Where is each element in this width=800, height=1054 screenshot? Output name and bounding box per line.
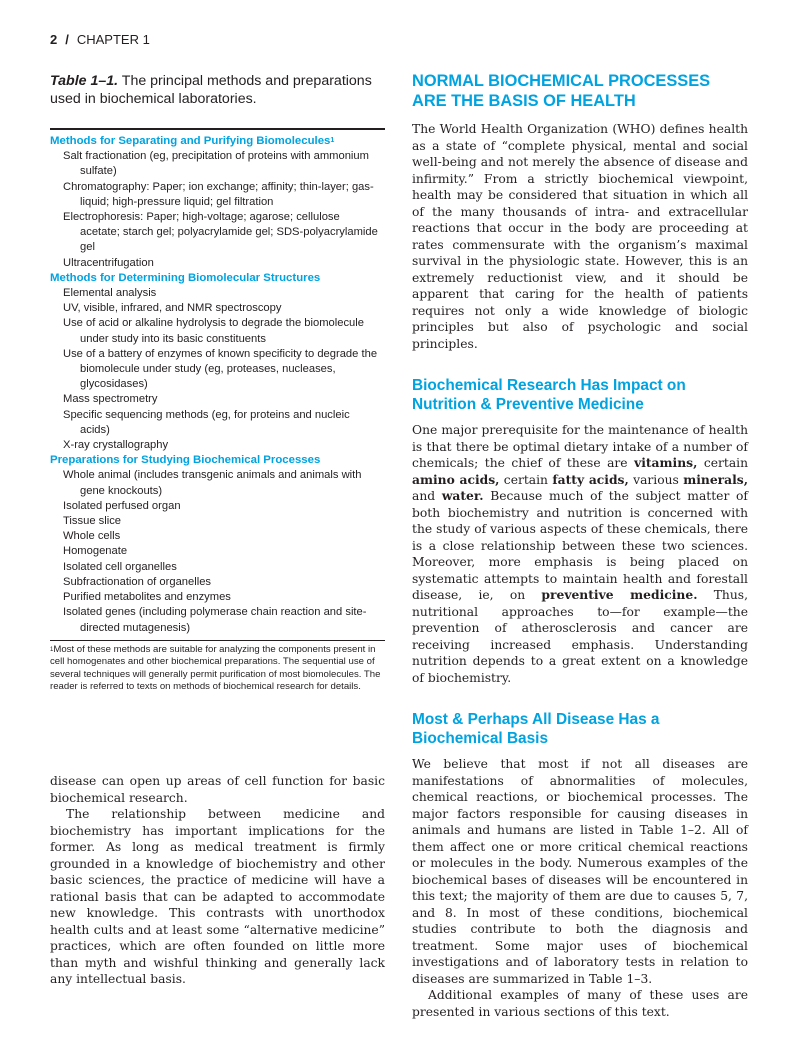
table-top-rule: [50, 128, 385, 130]
table-section-heading-text: Methods for Determining Biomolecular Structures: [50, 271, 321, 284]
table-footnote-text: Most of these methods are suitable for analyzing the components present in cell homogenates and other biochemical preparations. The sequential use of several techniques will generally permit purification of most biomolecules. The reader is referred to texts on methods of biochemical research for details.: [50, 643, 381, 693]
table-item: Homogenate: [63, 545, 128, 558]
paragraph: We believe that most if not all diseases are manifestations of abnormalities of molecules, chemical reactions, or biochemical processes. The major factors responsible for causing diseases in animals and humans are listed in Table 1–2. All of them affect one or more critical chemical reactions or molecules in the body. Numerous examples of the biochemical bases of diseases will be encountered in this text; the majority of them are due to causes 5, 7, and 8. In most of these conditions, biochemical studies contribute to both the diagnosis and treatment. Some major uses of biochemical investigations and of laboratory tests in relation to diseases are summarized in Table 1–3.: [412, 757, 748, 986]
text-run: certain: [499, 472, 553, 487]
table-item: Elemental analysis: [63, 287, 157, 300]
section-heading: NORMAL BIOCHEMICAL PROCESSES ARE THE BASIS OF HEALTH: [412, 72, 711, 110]
table-item: Whole animal (includes transgenic animals and animals with gene knockouts): [63, 469, 362, 497]
table-1-1: [50, 72, 385, 694]
table-bottom-rule: [50, 640, 385, 641]
table-section-heading: [50, 271, 385, 286]
text-run: Thus, nutritional approaches to—for example—the prevention of atherosclerosis and cancer are receiving increased emphasis. Understanding nutrition depends to a great extent on a knowledge of biochemistry.: [412, 588, 748, 685]
table-item: Chromatography: Paper; ion exchange; affinity; thin-layer; gas-liquid; high-pressure liquid; gel filtration: [63, 180, 374, 208]
page-number: 2: [50, 32, 58, 47]
paragraph: Additional examples of many of these uses are presented in various sections of this text.: [412, 988, 748, 1019]
bold-term: water.: [441, 488, 484, 503]
running-head: [50, 32, 150, 47]
bold-term: preventive medicine.: [541, 587, 698, 602]
table-item: UV, visible, infrared, and NMR spectroscopy: [63, 302, 282, 315]
paragraph: [412, 422, 748, 686]
text-run: certain: [697, 456, 749, 470]
table-item: Purified metabolites and enzymes: [63, 591, 231, 604]
table-item: Mass spectrometry: [63, 393, 158, 406]
table-item: Isolated cell organelles: [63, 560, 177, 573]
table-number: Table 1–1.: [50, 73, 119, 89]
right-column: [412, 72, 748, 1020]
table-item: Subfractionation of organelles: [63, 575, 212, 588]
table-item: Isolated perfused organ: [63, 499, 181, 512]
section-heading: Biochemical Research Has Impact on Nutrition & Preventive Medicine: [412, 377, 686, 413]
table-section-heading-text: Methods for Separating and Purifying Biomolecules: [50, 135, 331, 147]
text-run: various: [628, 472, 684, 487]
table-footnote: [50, 644, 385, 694]
bold-term: amino acids,: [412, 471, 500, 487]
bold-term: vitamins,: [634, 455, 698, 470]
chapter-label: CHAPTER 1: [76, 32, 150, 47]
table-item: Tissue slice: [63, 515, 122, 528]
table-section-heading: [50, 453, 385, 468]
section-heading: Most & Perhaps All Disease Has a Biochemical Basis: [412, 711, 660, 747]
text-run: Because much of the subject matter of both biochemistry and nutrition is concerned with the study of various aspects of these chemicals, there is a close relationship between these two sciences. Moreover, more emphasis is being placed on systematic attempts to maintain health and forestall disease, ie, on: [412, 489, 748, 602]
table-item: Isolated genes (including polymerase chain reaction and site-directed mutagenesis): [63, 606, 367, 634]
table-footnote-mark: 1: [50, 646, 54, 653]
paragraph: The relationship between medicine and biochemistry has important implications for the former. As long as medical treatment is firmly grounded in a knowledge of biochemistry and other basic sciences, the practice of medicine will have a rational basis that can be adapted to accommodate new knowledge. This contrasts with unorthodox health cults and at least some “alternative medicine” practices, which are often founded on little more than myth and wishful thinking and generally lack any intellectual basis.: [50, 807, 385, 986]
table-section-heading-text: Preparations for Studying Biochemical Processes: [50, 454, 321, 467]
running-head-separator: /: [65, 32, 69, 47]
table-item: Use of acid or alkaline hydrolysis to degrade the biomolecule under study into its basic constituents: [63, 317, 364, 345]
footnote-mark: 1: [330, 137, 335, 144]
table-body: [50, 134, 385, 636]
table-caption: The principal methods and preparations used in biochemical laboratories.: [50, 73, 372, 107]
table-section-heading: [50, 134, 385, 149]
table-item: Whole cells: [63, 530, 121, 543]
left-body-text: [50, 773, 385, 988]
paragraph: disease can open up areas of cell function for basic biochemical research.: [50, 774, 385, 805]
text-run: and: [412, 489, 442, 503]
bold-term: minerals,: [683, 471, 748, 487]
table-item: Use of a battery of enzymes of known specificity to degrade the biomolecule under study (eg, proteases, nucleases, glycosidases): [63, 347, 378, 391]
bold-term: fatty acids,: [552, 471, 629, 487]
table-item: Specific sequencing methods (eg, for proteins and nucleic acids): [63, 408, 350, 436]
table-item: Electrophoresis: Paper; high-voltage; agarose; cellulose acetate; starch gel; polyacrylamide gel; SDS-polyacrylamide gel: [63, 211, 378, 254]
paragraph: The World Health Organization (WHO) defines health as a state of “complete physical, mental and social well-being and not merely the absence of disease and infirmity.” From a strictly biochemical viewpoint, health may be considered that situation in which all of the many thousands of intra- and extracellular reactions that occur in the body are proceeding at rates commensurate with the organism’s maximal survival in the physiologic state. However, this is an extremely reductionist view, and it should be apparent that caring for the health of patients requires not only a wide knowledge of biologic principles but also of psychologic and social principles.: [412, 122, 748, 351]
table-title: [50, 72, 385, 108]
table-item: Ultracentrifugation: [63, 256, 154, 269]
text-run: One major prerequisite for the maintenance of health is that there be optimal dietary intake of a number of chemicals; the chief of these are: [412, 423, 748, 470]
table-item: Salt fractionation (eg, precipitation of proteins with ammonium sulfate): [63, 150, 369, 178]
table-item: X-ray crystallography: [63, 439, 169, 452]
